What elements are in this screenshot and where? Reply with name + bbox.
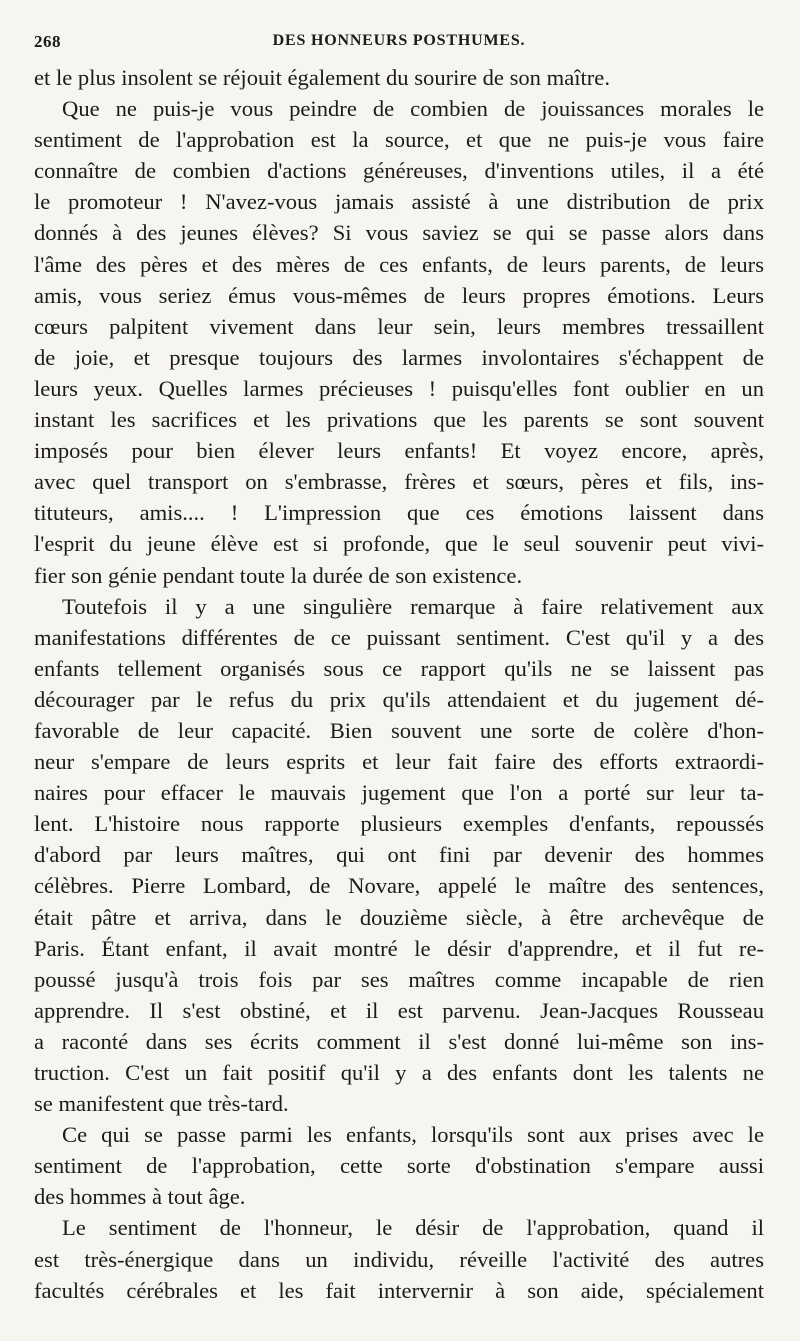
text-line: imposés pour bien élever leurs enfants! Et voyez encore, après, (34, 438, 764, 464)
text-line: neur s'empare de leurs esprits et leur fait faire des efforts extraordi- (34, 749, 764, 775)
text-line: tituteurs, amis.... ! L'impression que ces émotions laissent dans (34, 500, 764, 526)
text-line: lent. L'histoire nous rapporte plusieurs exemples d'enfants, repoussés (34, 811, 764, 837)
text-line: enfants tellement organisés sous ce rapport qu'ils ne se laissent pas (34, 655, 764, 681)
text-line: favorable de leur capacité. Bien souvent une sorte de colère d'hon- (34, 717, 764, 743)
page-number: 268 (34, 32, 61, 51)
text-line: Que ne puis-je vous peindre de combien de jouissances morales le (62, 96, 764, 122)
text-line: le promoteur ! N'avez-vous jamais assisté à une distribution de prix (34, 189, 764, 215)
text-line: poussé jusqu'à trois fois par ses maîtres comme incapable de rien (34, 966, 764, 992)
text-line: sentiment de l'approbation, cette sorte d'obstination s'empare aussi (34, 1153, 764, 1179)
text-line: amis, vous seriez émus vous-mêmes de leurs propres émotions. Leurs (34, 282, 764, 308)
text-line: décourager par le refus du prix qu'ils attendaient et du jugement dé- (34, 686, 764, 712)
text-line: connaître de combien d'actions généreuses, d'inventions utiles, il a été (34, 158, 764, 184)
text-line: sentiment de l'approbation est la source, et que ne puis-je vous faire (34, 127, 764, 153)
paragraph (34, 93, 764, 591)
text-line: apprendre. Il s'est obstiné, et il est parvenu. Jean-Jacques Rousseau (34, 997, 764, 1023)
text-line: facultés cérébrales et les fait intervernir à son aide, spécialement (34, 1277, 764, 1303)
text-line: instant les sacrifices et les privations que les parents se sont souvent (34, 407, 764, 433)
text-line: fier son génie pendant toute la durée de son existence. (34, 562, 523, 588)
text-line: est très-énergique dans un individu, réveille l'activité des autres (34, 1246, 764, 1272)
text-line: l'esprit du jeune élève est si profonde, que le seul souvenir peut vivi- (34, 531, 764, 557)
running-head (34, 26, 764, 62)
text-line: célèbres. Pierre Lombard, de Novare, appelé le maître des sentences, (34, 873, 764, 899)
text-line: se manifestent que très-tard. (34, 1091, 289, 1117)
text-line: donnés à des jeunes élèves? Si vous saviez se qui se passe alors dans (34, 220, 764, 246)
text-line: avec quel transport on s'embrasse, frères et sœurs, pères et fils, ins- (34, 469, 764, 495)
paragraph (34, 1119, 764, 1212)
text-line: manifestations différentes de ce puissant sentiment. C'est qu'il y a des (34, 624, 764, 650)
paragraph (34, 62, 764, 93)
text-line: de joie, et presque toujours des larmes involontaires s'échappent de (34, 344, 764, 370)
text-line: cœurs palpitent vivement dans leur sein, leurs membres tressaillent (34, 313, 764, 339)
text-line: leurs yeux. Quelles larmes précieuses ! puisqu'elles font oublier en un (34, 375, 764, 401)
text-line: Toutefois il y a une singulière remarque à faire relativement aux (62, 593, 764, 619)
text-line: truction. C'est un fait positif qu'il y a des enfants dont les talents ne (34, 1060, 764, 1085)
text-line: Le sentiment de l'honneur, le désir de l'approbation, quand il (62, 1215, 764, 1241)
text-line: des hommes à tout âge. (34, 1184, 246, 1210)
text-line: l'âme des pères et des mères de ces enfants, de leurs parents, de leurs (34, 251, 764, 277)
text-line: et le plus insolent se réjouit également du sourire de son maître. (34, 65, 610, 90)
running-title: DES HONNEURS POSTHUMES. (272, 32, 526, 49)
paragraph (34, 591, 764, 1120)
text-line: était pâtre et arriva, dans le douzième siècle, à être archevêque de (34, 904, 764, 930)
text-line: d'abord par leurs maîtres, qui ont fini par devenir des hommes (34, 842, 764, 868)
text-line: a raconté dans ses écrits comment il s'est donné lui-même son ins- (34, 1028, 764, 1054)
text-line: Ce qui se passe parmi les enfants, lorsqu'ils sont aux prises avec le (62, 1122, 764, 1148)
text-line: naires pour effacer le mauvais jugement que l'on a porté sur leur ta- (34, 780, 764, 806)
body-text (34, 62, 764, 1306)
paragraph (34, 1212, 764, 1305)
text-line: Paris. Étant enfant, il avait montré le désir d'apprendre, et il fut re- (34, 935, 764, 961)
